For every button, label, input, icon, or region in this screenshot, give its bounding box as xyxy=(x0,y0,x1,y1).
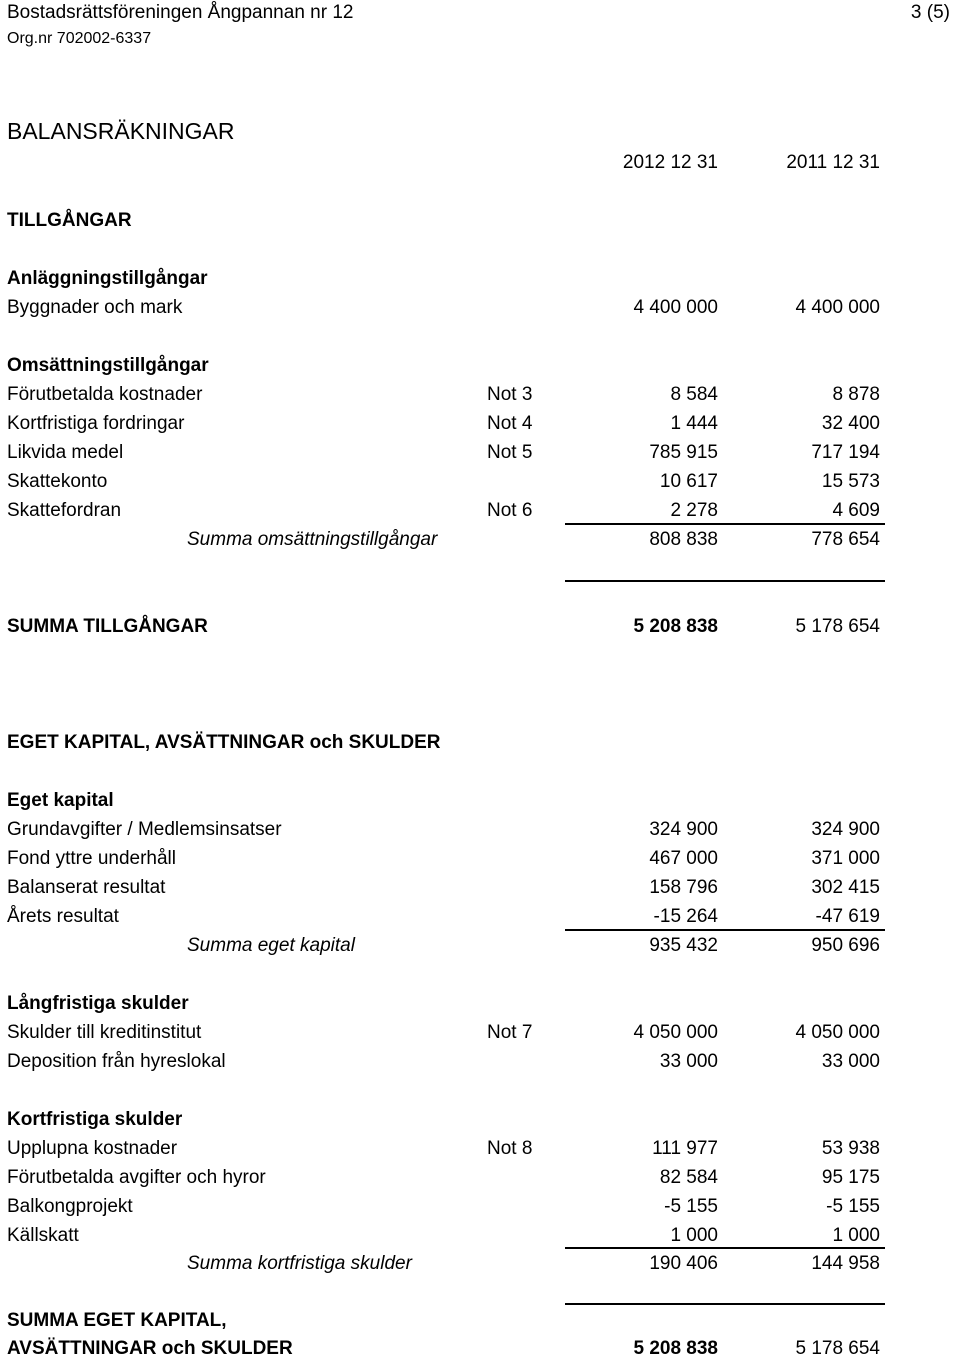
value-2012: 82 584 xyxy=(659,1167,718,1188)
value-2012: 10 617 xyxy=(659,471,718,492)
value-2012: 5 208 838 xyxy=(633,616,718,637)
value-2012: 1 444 xyxy=(670,413,718,434)
row-label: Balanserat resultat xyxy=(7,877,166,898)
equity-liabilities-heading: EGET KAPITAL, AVSÄTTNINGAR och SKULDER xyxy=(7,732,441,753)
subtotal-rule xyxy=(565,929,885,931)
value-2011: 4 400 000 xyxy=(795,297,880,318)
column-header-2011: 2011 12 31 xyxy=(786,152,880,173)
note-ref: Not 6 xyxy=(487,500,533,521)
value-2011: 302 415 xyxy=(811,877,880,898)
subtotal-rule xyxy=(565,1247,885,1249)
note-ref: Not 4 xyxy=(487,413,533,434)
value-2012: 785 915 xyxy=(649,442,718,463)
row-label: Förutbetalda avgifter och hyror xyxy=(7,1167,266,1188)
note-ref: Not 7 xyxy=(487,1022,533,1043)
long-term-liabilities-heading: Långfristiga skulder xyxy=(7,993,189,1014)
org-name: Bostadsrättsföreningen Ångpannan nr 12 xyxy=(7,2,354,23)
row-label: Grundavgifter / Medlemsinsatser xyxy=(7,819,282,840)
value-2012: 4 400 000 xyxy=(633,297,718,318)
row-label: Kortfristiga fordringar xyxy=(7,413,185,434)
value-2012: 324 900 xyxy=(649,819,718,840)
value-2012: 111 977 xyxy=(652,1138,718,1159)
row-label: Skattekonto xyxy=(7,471,108,492)
total-label-line-1: SUMMA EGET KAPITAL, xyxy=(7,1310,227,1331)
value-2011: 1 000 xyxy=(832,1225,880,1246)
subtotal-label: Summa eget kapital xyxy=(187,935,355,956)
page-title: BALANSRÄKNINGAR xyxy=(7,118,235,144)
subtotal-label: Summa kortfristiga skulder xyxy=(187,1253,412,1274)
value-2011: 33 000 xyxy=(821,1051,880,1072)
value-2011: 144 958 xyxy=(811,1253,880,1274)
value-2011: 5 178 654 xyxy=(795,616,880,637)
value-2011: 95 175 xyxy=(821,1167,880,1188)
fixed-assets-heading: Anläggningstillgångar xyxy=(7,268,208,289)
column-header-2012: 2012 12 31 xyxy=(622,152,718,173)
value-2011: 8 878 xyxy=(832,384,880,405)
short-term-liabilities-heading: Kortfristiga skulder xyxy=(7,1109,183,1130)
row-label: Skulder till kreditinstitut xyxy=(7,1022,202,1043)
value-2012: 33 000 xyxy=(659,1051,718,1072)
note-ref: Not 5 xyxy=(487,442,533,463)
assets-heading: TILLGÅNGAR xyxy=(7,210,132,231)
value-2011: 324 900 xyxy=(811,819,880,840)
value-2011: 4 609 xyxy=(832,500,880,521)
subtotal-label: Summa omsättningstillgångar xyxy=(187,529,438,550)
note-ref: Not 3 xyxy=(487,384,533,405)
value-2012: 190 406 xyxy=(649,1253,718,1274)
total-label: SUMMA TILLGÅNGAR xyxy=(7,616,208,637)
value-2012: 1 000 xyxy=(670,1225,718,1246)
row-label: Likvida medel xyxy=(7,442,124,463)
value-2011: 371 000 xyxy=(811,848,880,869)
row-label: Källskatt xyxy=(7,1225,79,1246)
equity-heading: Eget kapital xyxy=(7,790,114,811)
total-rule xyxy=(565,580,885,582)
value-2011: 950 696 xyxy=(811,935,880,956)
value-2011: 53 938 xyxy=(821,1138,880,1159)
row-label: Byggnader och mark xyxy=(7,297,183,318)
value-2011: -5 155 xyxy=(826,1196,880,1217)
row-label: Skattefordran xyxy=(7,500,122,521)
value-2011: 4 050 000 xyxy=(795,1022,880,1043)
current-assets-heading: Omsättningstillgångar xyxy=(7,355,209,376)
row-label: Deposition från hyreslokal xyxy=(7,1051,226,1072)
row-label: Förutbetalda kostnader xyxy=(7,384,203,405)
row-label: Balkongprojekt xyxy=(7,1196,133,1217)
row-label: Årets resultat xyxy=(7,906,119,927)
value-2011: 717 194 xyxy=(811,442,880,463)
value-2011: 32 400 xyxy=(821,413,880,434)
org-number: Org.nr 702002-6337 xyxy=(7,30,152,47)
value-2011: 15 573 xyxy=(821,471,880,492)
value-2012: 808 838 xyxy=(649,529,718,550)
value-2011: 5 178 654 xyxy=(795,1338,880,1359)
value-2012: 935 432 xyxy=(649,935,718,956)
value-2011: -47 619 xyxy=(815,906,880,927)
note-ref: Not 8 xyxy=(487,1138,533,1159)
row-label: Fond yttre underhåll xyxy=(7,848,176,869)
value-2012: 2 278 xyxy=(670,500,718,521)
page-number: 3 (5) xyxy=(910,2,950,23)
value-2012: 158 796 xyxy=(649,877,718,898)
subtotal-rule xyxy=(565,523,885,525)
total-rule xyxy=(565,1303,885,1305)
value-2012: 467 000 xyxy=(649,848,718,869)
value-2012: 8 584 xyxy=(670,384,718,405)
total-label-line-2: AVSÄTTNINGAR och SKULDER xyxy=(7,1338,293,1359)
value-2012: 4 050 000 xyxy=(633,1022,718,1043)
row-label: Upplupna kostnader xyxy=(7,1138,178,1159)
value-2012: 5 208 838 xyxy=(633,1338,718,1359)
value-2012: -5 155 xyxy=(664,1196,718,1217)
value-2012: -15 264 xyxy=(653,906,718,927)
value-2011: 778 654 xyxy=(811,529,880,550)
